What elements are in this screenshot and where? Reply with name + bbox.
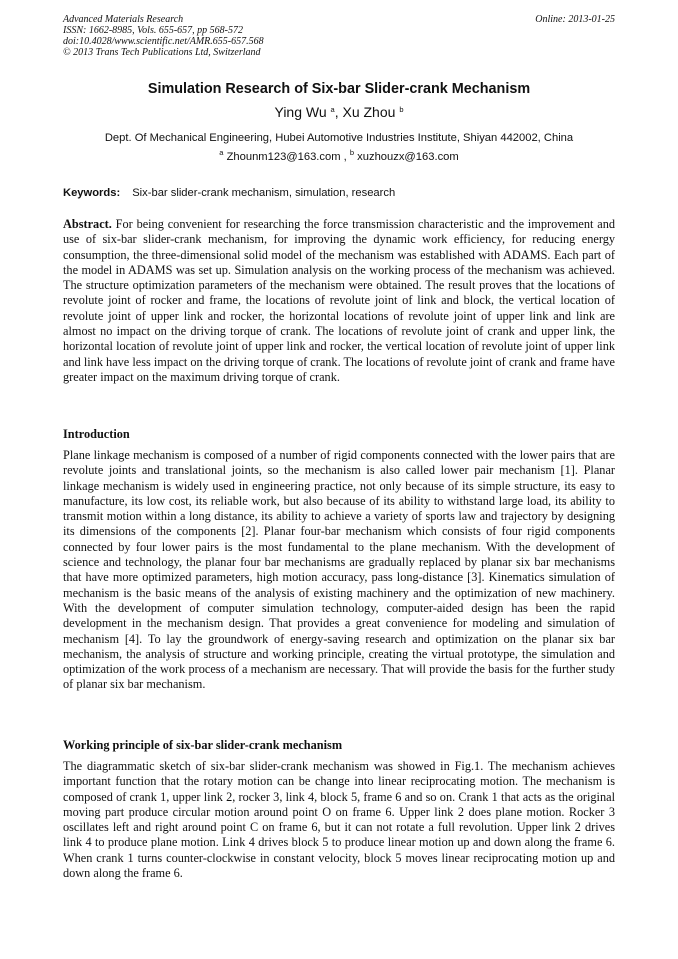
journal-doi: doi:10.4028/www.scientific.net/AMR.655-657.568 <box>63 36 264 47</box>
email-separator: , <box>340 151 350 163</box>
abstract-paragraph <box>63 217 615 385</box>
journal-header <box>63 14 615 58</box>
keywords-label: Keywords: <box>63 187 121 199</box>
author-2-sup: b <box>399 105 404 114</box>
email-b: xuzhouzx@163.com <box>357 151 459 163</box>
abstract-text: For being convenient for researching the force transmission characteristic and the improvement and use of six-bar slider-crank mechanism, for improving the dynamic work efficiency, for reducing energy consumption, the three-dimensional solid model of the mechanism was established with ADAMS. Each part of the model in ADAMS was set up. Simulation analysis on the working process of the mechanism was achieved. The structure optimization parameters of the mechanism were obtained. The result proves that the locations of revolute joint of rocker and frame, the locations of revolute joint of link and block, the vertical location of revolute joint of upper link and rocker, the horizontal locations of revolute joint of upper link and link are almost no impact on the driving torque of crank. The locations of revolute joint of crank and upper link, the horizontal location of revolute joint of upper link and rocker, the vertical location of revolute joint of upper link and link have less impact on the driving torque of crank. The locations of revolute joint of crank and frame have greater impact on the maximum driving torque of crank. <box>63 217 615 384</box>
journal-issn: ISSN: 1662-8985, Vols. 655-657, pp 568-572 <box>63 25 243 36</box>
abstract-label: Abstract. <box>63 217 112 231</box>
email-line <box>63 150 615 164</box>
introduction-paragraph: Plane linkage mechanism is composed of a number of rigid components connected with the lower pairs that are revolute joints and translational joints, so the mechanism is also called lower pair mechanism [1]. Planar linkage mechanism is widely used in engineering practice, not only because of its simple structure, its easy to manufacture, its low cost, its reliable work, but also because of its ability to withstand large load, its ability to transmit motion within a long distance, its ability to achieve a variety of sports law and trajectory by designing its dimensions of the components [2]. Planar four-bar mechanism which consists of four rigid components connected by four lower pairs is the most fundamental to the plane mechanism. With the development of science and technology, the planar four bar mechanisms are gradually replaced by planar six bar mechanisms that have more optimized parameters, high motion accuracy, pass long-distance [3]. Kinematics simulation of mechanism is the basic means of the analysis of existing machinery and the optimization of new machinery. With the development of computer simulation technology, computer-aided design has been the rapid development in the mechanism design. That provides a great convenience for modeling and simulation of mechanism [4]. To lay the groundwork of energy-saving research and optimization on the planar six bar mechanism, the analysis of structure and working principle, creating the virtual prototype, the simulation and optimization of the work process of a mechanism are necessary. That will provide the basis for the further study of planar six bar mechanism. <box>63 448 615 692</box>
email-b-sup: b <box>349 148 355 157</box>
online-date: Online: 2013-01-25 <box>535 14 615 25</box>
journal-name: Advanced Materials Research <box>63 14 184 25</box>
author-separator: , <box>334 104 343 120</box>
email-a-sup: a <box>219 148 224 157</box>
email-a: Zhounm123@163.com <box>226 151 341 163</box>
author-1: Ying Wu <box>274 104 327 120</box>
journal-copyright: © 2013 Trans Tech Publications Ltd, Switzerland <box>63 47 261 58</box>
keywords-line <box>63 186 615 200</box>
author-1-sup: a <box>330 105 335 114</box>
paper-title: Simulation Research of Six-bar Slider-crank Mechanism <box>147 81 531 97</box>
working-principle-paragraph: The diagrammatic sketch of six-bar slider-crank mechanism was showed in Fig.1. The mechanism achieves important function that the rotary motion can be change into linear reciprocating motion. The mechanism is composed of crank 1, upper link 2, rocker 3, link 4, block 5, frame 6 and so on. Crank 1 that acts as the original moving part produce circular motion around point O on frame 6. Upper link 2 does plane motion. Rocker 3 oscillates left and right around point C on frame 6, but it can not rotate a full revolution. Upper link 2 drives link 4 to produce plane motion. Link 4 drives block 5 to produce linear motion up and down along the frame 6. When crank 1 turns counter-clockwise in constant velocity, block 5 moves linear reciprocating motion up and down along the frame 6. <box>63 759 615 881</box>
author-2: Xu Zhou <box>342 104 396 120</box>
author-line <box>63 103 615 121</box>
keywords-text: Six-bar slider-crank mechanism, simulation, research <box>132 187 396 199</box>
working-principle-heading: Working principle of six-bar slider-crank mechanism <box>63 738 343 752</box>
introduction-heading: Introduction <box>63 427 130 441</box>
affiliation: Dept. Of Mechanical Engineering, Hubei Automotive Industries Institute, Shiyan 442002, China <box>104 132 574 144</box>
